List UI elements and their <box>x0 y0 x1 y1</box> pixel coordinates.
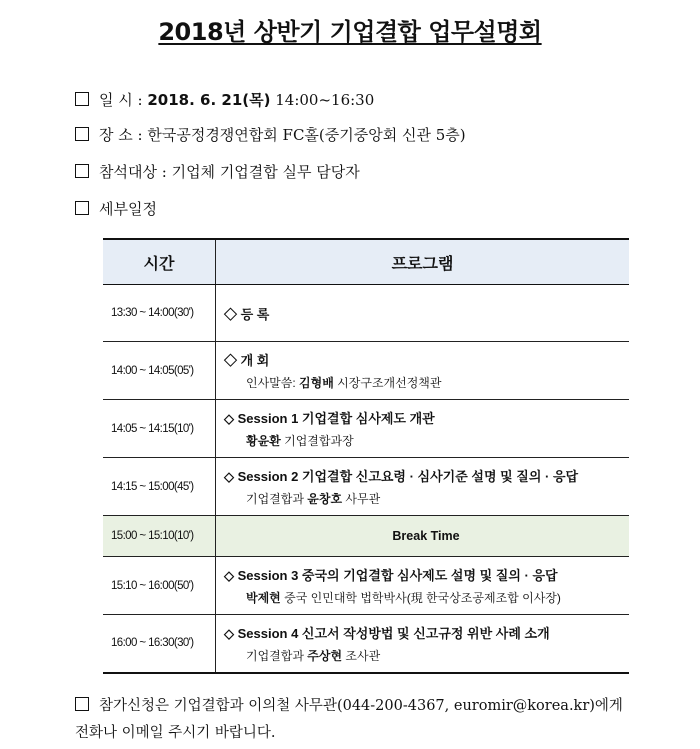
program-speaker <box>224 647 628 664</box>
program-title: ◇ Session 4 신고서 작성방법 및 신고규정 위반 사례 소개 <box>224 625 550 641</box>
table-row <box>103 557 629 615</box>
speaker-prefix: 인사말씀: <box>246 376 300 390</box>
program-speaker <box>224 374 628 391</box>
row-program <box>216 342 630 400</box>
table-row <box>103 400 629 458</box>
program-title: ◇ Session 3 중국의 기업결합 심사제도 설명 및 질의 · 응답 <box>224 568 558 583</box>
registration-line-1 <box>75 693 623 720</box>
row-time: 15:00 ~ 15:10(10') <box>103 516 216 557</box>
speaker-prefix: 기업결합과 <box>246 648 308 663</box>
date-value: 2018. 6. 21(목) <box>147 91 271 109</box>
row-time: 14:00 ~ 14:05(05') <box>103 342 216 400</box>
table-row <box>103 458 629 516</box>
program-title: ◇ Session 2 기업결합 신고요령 · 심사기준 설명 및 질의 · 응답 <box>224 469 579 484</box>
checkbox-square-icon <box>75 92 89 106</box>
target-value: 기업체 기업결합 실무 담당자 <box>171 163 360 181</box>
table-header-row <box>103 239 629 285</box>
speaker-name: 박제현 <box>246 591 281 605</box>
row-time: 14:05 ~ 14:15(10') <box>103 400 216 458</box>
speaker-prefix: 기업결합과 <box>246 492 308 506</box>
row-program <box>216 615 630 673</box>
detail-label: 세부일정 <box>99 200 157 218</box>
speaker-role: 사무관 <box>342 492 381 506</box>
registration-line-2: 전화나 이메일 주시기 바랍니다. <box>75 725 276 741</box>
program-title: ◇ 등 록 <box>224 306 270 322</box>
program-speaker <box>224 432 628 449</box>
row-time: 15:10 ~ 16:00(50') <box>103 557 216 615</box>
info-target <box>75 161 360 182</box>
page-title-text: 2018년 상반기 기업결합 업무설명회 <box>158 18 542 46</box>
row-program <box>216 557 630 615</box>
place-label: 장 소 : <box>99 126 143 144</box>
program-title: ◇ 개 회 <box>224 353 270 368</box>
program-title: ◇ Session 1 기업결합 심사제도 개관 <box>224 411 435 426</box>
row-program <box>216 285 630 342</box>
table-row-break <box>103 516 629 557</box>
speaker-name: 황윤환 <box>246 434 281 448</box>
checkbox-square-icon <box>75 127 89 141</box>
row-program <box>216 458 630 516</box>
program-speaker <box>224 589 628 606</box>
speaker-role: 기업결합과장 <box>280 434 354 448</box>
info-detail <box>75 198 157 219</box>
registration-note <box>75 693 623 747</box>
checkbox-square-icon <box>75 201 89 215</box>
place-value: 한국공정경쟁연합회 FC홀(중기중앙회 신관 5층) <box>147 126 466 144</box>
row-time: 16:00 ~ 16:30(30') <box>103 615 216 673</box>
table-row <box>103 285 629 342</box>
page-title <box>0 12 700 47</box>
col-program-header: 프로그램 <box>216 239 630 285</box>
target-label: 참석대상 : <box>99 163 167 181</box>
break-label: Break Time <box>216 516 630 557</box>
table-row <box>103 342 629 400</box>
info-date <box>75 89 374 110</box>
speaker-name: 주상현 <box>307 648 343 663</box>
date-time: 14:00~16:30 <box>270 91 375 109</box>
speaker-name: 윤창호 <box>307 492 343 506</box>
info-place <box>75 124 466 145</box>
registration-text-1: 참가신청은 기업결합과 이의철 사무관(044-200-4367, euromir@korea.kr)에게 <box>99 698 623 714</box>
schedule-table <box>103 238 629 674</box>
speaker-role: 시장구조개선정책관 <box>333 376 442 390</box>
row-time: 13:30 ~ 14:00(30') <box>103 285 216 342</box>
speaker-role: 중국 인민대학 법학박사(現 한국상조공제조합 이사장) <box>280 591 561 605</box>
date-label: 일 시 : <box>99 91 143 109</box>
speaker-name: 김형배 <box>299 376 334 390</box>
checkbox-square-icon <box>75 164 89 178</box>
col-time-header: 시간 <box>103 239 216 285</box>
speaker-role: 조사관 <box>342 648 381 663</box>
program-speaker <box>224 490 628 507</box>
table-row <box>103 615 629 673</box>
row-time: 14:15 ~ 15:00(45') <box>103 458 216 516</box>
checkbox-square-icon <box>75 697 89 711</box>
row-program <box>216 400 630 458</box>
